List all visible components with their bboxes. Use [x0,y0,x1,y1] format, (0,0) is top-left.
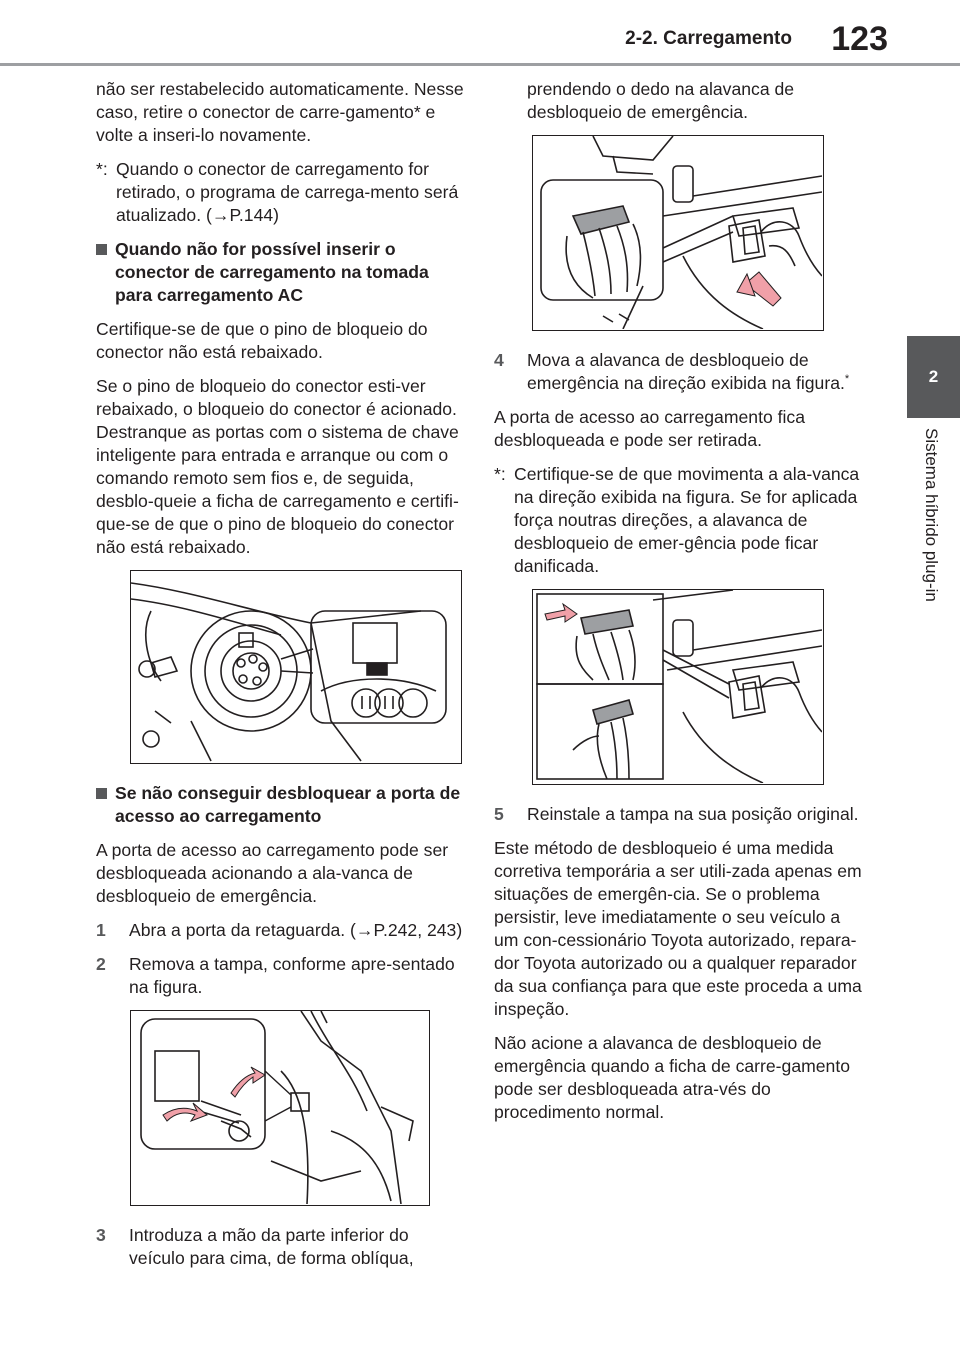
square-bullet-icon [96,788,107,799]
step-text: prendendo o dedo na alavanca de desbloqueio de emergência. [527,79,795,122]
step-item [494,803,868,826]
step-number: 2 [96,954,106,974]
chapter-label-text: Sistema híbrido plug-in [922,428,941,602]
paragraph: Não acione a alavanca de desbloqueio de emergência quando a ficha de carre-gamento pode ser desbloqueada atra-vés do procedimento normal. [494,1033,851,1122]
paragraph: Se o pino de bloqueio do conector esti-ver rebaixado, o bloqueio do conector é acionado. Destranque as portas com o sistema de chave inteligente para entrada e arranque ou com o comando remoto sem fios e, de seguida, desblo-queie a ficha de carregamento e certifi-que-se de que o pino de bloqueio do conector não está rebaixado. [96,376,459,557]
chapter-tab[interactable]: 2 [907,336,960,418]
page-header [0,0,960,70]
paragraph: A porta de acesso ao carregamento fica desbloqueada e pode ser retirada. [494,407,806,450]
step-number: 5 [494,804,504,824]
step-item [96,953,468,999]
step-text: Introduza a mão da parte inferior do veículo para cima, de forma oblíqua, [129,1225,414,1268]
step-number: 1 [96,920,106,940]
subheading [96,782,468,828]
right-column [494,78,868,1135]
left-column [96,78,468,1281]
figure-remove-cover [130,1010,430,1206]
step-text: Mova a alavanca de desbloqueio de emergência na direção exibida na figura.* [527,350,850,393]
paragraph: Este método de desbloqueio é uma medida corretiva temporária a ser utili-zada apenas em situações de emergên-cia. Se o problema persistir, leve imediatamente o seu veículo a um con-cessionário Toyota autorizado, repara-dor Toyota autorizado ou a qualquer reparador da sua confiança para que este proceda a uma inspeção. [494,838,862,1019]
step-text: Remova a tampa, conforme apre-sentado na figura. [129,954,455,997]
footnote-mark: *: [96,159,108,179]
section-title: 2-2. Carregamento [625,28,792,49]
footnote [96,158,468,227]
footnote-text: Quando o conector de carregamento for retirado, o programa de carrega-mento será atualizado. (→P.144) [116,159,459,225]
figure-connector-lock-pin [130,570,462,764]
subheading-text: Se não conseguir desbloquear a porta de acesso ao carregamento [115,783,461,826]
paragraph: Certifique-se de que o pino de bloqueio do conector não está rebaixado. [96,319,428,362]
step-text: Reinstale a tampa na sua posição original. [527,804,859,824]
step-item [96,919,468,942]
subheading-text: Quando não for possível inserir o conector de carregamento na tomada para carregamento AC [115,239,429,305]
figure-move-lever [532,589,824,785]
header-rule [0,63,960,66]
step-continuation [494,78,868,124]
step-number: 3 [96,1225,106,1245]
step-item [96,1224,468,1270]
footnote-mark: *: [494,464,506,484]
subheading [96,238,468,307]
footnote-text: Certifique-se de que movimenta a ala-vanca na direção exibida na figura. Se for aplicada força noutras direções, a alavanca de desbloqueio de emer-gência pode ficar danificada. [514,464,860,576]
square-bullet-icon [96,244,107,255]
step-number: 4 [494,350,504,370]
step-text: Abra a porta da retaguarda. (→P.242, 243) [129,920,463,940]
footnote [494,463,868,578]
step-item [494,349,868,395]
figure-reach-lever [532,135,824,331]
chapter-label [905,428,960,668]
page-number: 123 [831,20,888,58]
paragraph: não ser restabelecido automaticamente. Nesse caso, retire o conector de carre-gamento* e volte a inseri-lo novamente. [96,79,464,145]
paragraph: A porta de acesso ao carregamento pode ser desbloqueada acionando a ala-vanca de desbloqueio de emergência. [96,840,449,906]
footnote-ref: * [844,373,850,386]
